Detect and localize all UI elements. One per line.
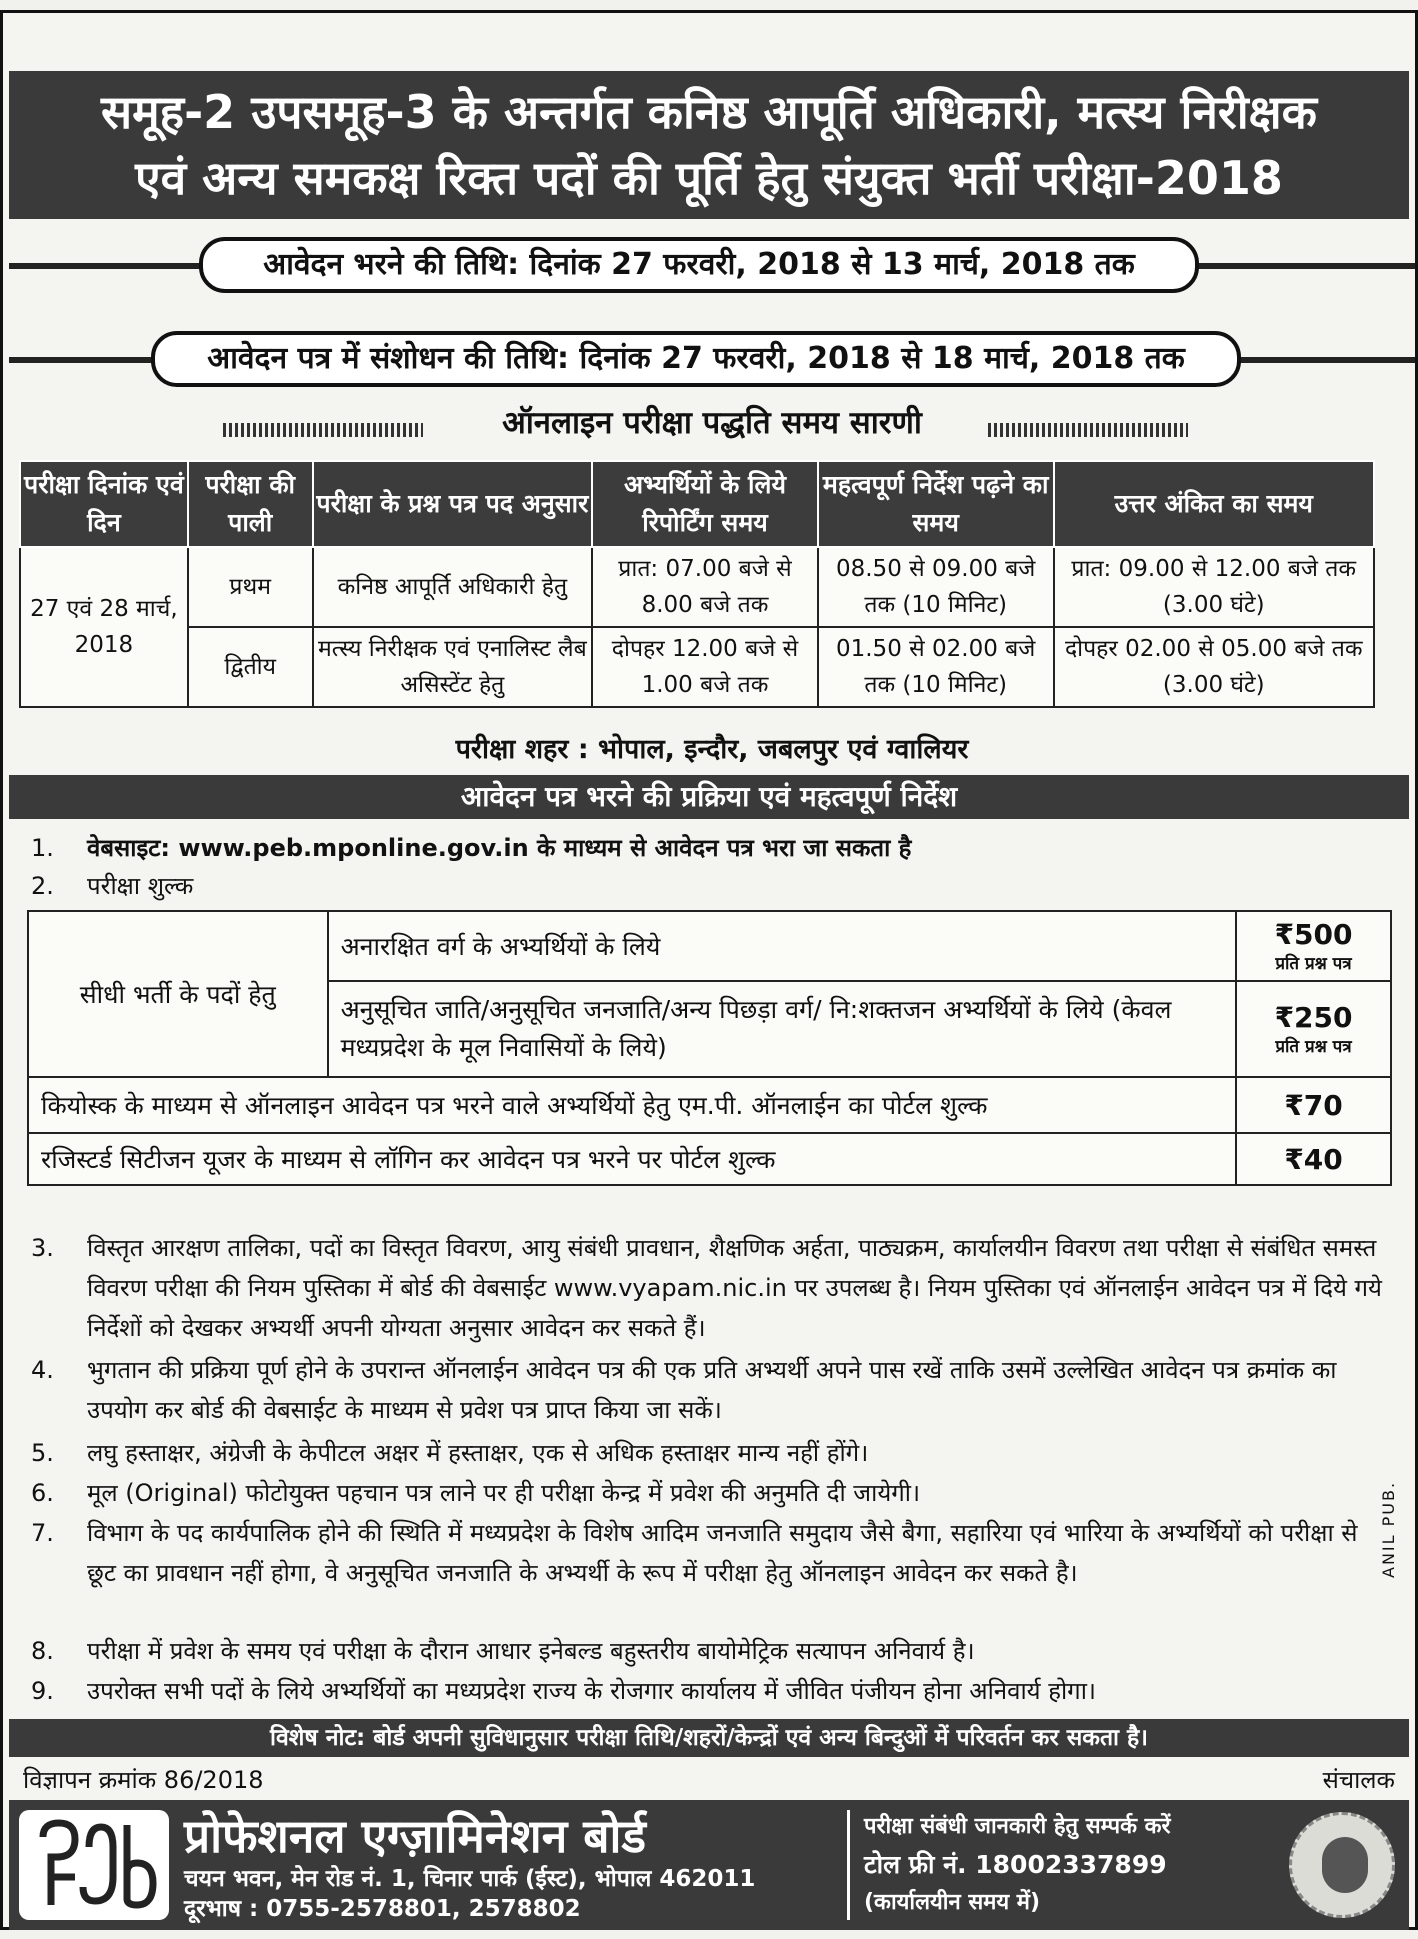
answer-time: प्रात: 09.00 से 12.00 बजे तक (3.00 घंटे) [1054, 547, 1375, 627]
table-row [28, 1133, 1391, 1185]
table-row [20, 627, 1374, 707]
table-row [20, 547, 1374, 627]
item-number: 6. [31, 1479, 54, 1507]
header-post: परीक्षा के प्रश्न पत्र पद अनुसार [313, 461, 593, 547]
logo-mark-icon [29, 1817, 159, 1913]
unreserved-label: अनारक्षित वर्ग के अभ्यर्थियों के लिये [328, 911, 1237, 981]
list-item [31, 1513, 1396, 1593]
exam-date: 27 एवं 28 मार्च, 2018 [20, 547, 188, 707]
table-row [28, 1077, 1391, 1133]
organization-name: प्रोफेशनल एग्ज़ामिनेशन बोर्ड [184, 1809, 647, 1863]
correction-date: आवेदन पत्र में संशोधन की तिथि: दिनांक 27 फरवरी, 2018 से 18 मार्च, 2018 तक [151, 331, 1241, 387]
ad-number: विज्ञापन क्रमांक 86/2018 [23, 1766, 264, 1794]
shift: द्वितीय [188, 627, 313, 707]
item-number: 8. [31, 1637, 54, 1665]
reporting-time: दोपहर 12.00 बजे से 1.00 बजे तक [592, 627, 818, 707]
item-number: 3. [31, 1234, 54, 1262]
reporting-time: प्रात: 07.00 बजे से 8.00 बजे तक [592, 547, 818, 627]
citizen-fee: ₹40 [1236, 1133, 1391, 1185]
item-text: उपरोक्त सभी पदों के लिये अभ्यर्थियों का मध्यप्रदेश राज्य के रोजगार कार्यालय में जीवित पंजीयन होना अनिवार्य होगा। [87, 1677, 1097, 1705]
contact-info [864, 1808, 1171, 1922]
reserved-label: अनुसूचित जाति/अनुसूचित जनजाति/अन्य पिछड़ा वर्ग/ नि:शक्तजन अभ्यर्थियों के लिये (केवल मध्यप्रदेश के मूल निवासियों के लिये) [328, 981, 1237, 1077]
list-item [31, 1631, 1396, 1671]
toll-free-number: टोल फ्री नं. 18002337899 [864, 1850, 1167, 1879]
list-item [31, 1433, 1396, 1473]
instruction-time: 01.50 से 02.00 बजे तक (10 मिनिट) [818, 627, 1054, 707]
list-item [31, 866, 1396, 906]
kiosk-fee: ₹70 [1236, 1077, 1391, 1133]
item-number: 9. [31, 1677, 54, 1705]
fee-amount: ₹500 [1274, 918, 1353, 951]
item-text: परीक्षा में प्रवेश के समय एवं परीक्षा के दौरान आधार इनेबल्ड बहुस्तरीय बायोमेट्रिक सत्यापन अनिवार्य है। [87, 1637, 975, 1665]
divider [847, 1810, 850, 1920]
title-banner [9, 71, 1409, 219]
header-instructions: महत्वपूर्ण निर्देश पढ़ने का समय [818, 461, 1054, 547]
footer-row [23, 1763, 1395, 1796]
item-text: विभाग के पद कार्यपालिक होने की स्थिति में मध्यप्रदेश के विशेष आदिम जनजाति समुदाय जैसे बैगा, सहारिया एवं भारिया के अभ्यर्थियों को परीक्षा से छूट का प्रावधान नहीं होगा, वे अनुसूचित जनजाति के अभ्यर्थी के रूप में परीक्षा हेतु ऑनलाइन आवेदन कर सकते है। [87, 1519, 1358, 1587]
answer-time: दोपहर 02.00 से 05.00 बजे तक (3.00 घंटे) [1054, 627, 1375, 707]
item-text: विस्तृत आरक्षण तालिका, पदों का विस्तृत विवरण, आयु संबंधी प्रावधान, शैक्षणिक अर्हता, पाठ्यक्रम, कार्यालयीन विवरण तथा परीक्षा से संबंधित समस्त विवरण परीक्षा की नियम पुस्तिका में बोर्ड की वेबसाईट www.vyapam.nic.in पर उपलब्ध है। नियम पुस्तिका एवं ऑनलाईन आवेदन पत्र में दिये गये निर्देशों को देखकर अभ्यर्थी अपनी योग्यता अनुसार आवेदन कर सकते हैं। [87, 1234, 1382, 1342]
title-line-2: एवं अन्य समकक्ष रिक्त पदों की पूर्ति हेतु संयुक्त भर्ती परीक्षा-2018 [135, 151, 1283, 205]
divider [223, 423, 423, 437]
list-item [31, 828, 1396, 868]
advertisement [0, 10, 1418, 1930]
organization-address [184, 1864, 755, 1924]
fee-unit: प्रति प्रश्न पत्र [1275, 1037, 1352, 1057]
organization-footer [9, 1800, 1409, 1930]
shift: प्रथम [188, 547, 313, 627]
agency-credit: ANIL PUB. [1379, 1480, 1398, 1578]
address: चयन भवन, मेन रोड नं. 1, चिनार पार्क (ईस्ट), भोपाल 462011 [184, 1866, 756, 1892]
application-date-banner [3, 237, 1418, 293]
title-line-1: समूह-2 उपसमूह-3 के अन्तर्गत कनिष्ठ आपूर्ति अधिकारी, मत्स्य निरीक्षक [101, 85, 1317, 139]
application-date: आवेदन भरने की तिथि: दिनांक 27 फरवरी, 2018 से 13 मार्च, 2018 तक [199, 237, 1199, 293]
list-item [31, 1473, 1396, 1513]
instruction-time: 08.50 से 09.00 बजे तक (10 मिनिट) [818, 547, 1054, 627]
item-number: 4. [31, 1356, 54, 1384]
post: कनिष्ठ आपूर्ति अधिकारी हेतु [313, 547, 593, 627]
citizen-label: रजिस्टर्ड सिटीजन यूजर के माध्यम से लॉगिन कर आवेदन पत्र भरने पर पोर्टल शुल्क [28, 1133, 1236, 1185]
item-number: 1. [31, 834, 54, 862]
item-text: मूल (Original) फोटोयुक्त पहचान पत्र लाने पर ही परीक्षा केन्द्र में प्रवेश की अनुमति दी जायेगी। [87, 1479, 921, 1507]
portrait-icon [1322, 1837, 1368, 1893]
process-heading: आवेदन पत्र भरने की प्रक्रिया एवं महत्वपूर्ण निर्देश [9, 775, 1409, 819]
phone: दूरभाष : 0755-2578801, 2578802 [184, 1896, 581, 1922]
special-note: विशेष नोट: बोर्ड अपनी सुविधानुसार परीक्षा तिथि/शहरों/केन्द्रों एवं अन्य बिन्दुओं में परिवर्तन कर सकता है। [9, 1719, 1409, 1757]
item-text: भुगतान की प्रक्रिया पूर्ण होने के उपरान्त ऑनलाईन आवेदन पत्र की एक प्रति अभ्यर्थी अपने पास रखें ताकि उसमें उल्लेखित आवेदन पत्र क्रमांक का उपयोग कर बोर्ड की वेबसाईट के माध्यम से प्रवेश पत्र प्राप्त किया जा सकें। [87, 1356, 1337, 1424]
item-number: 5. [31, 1439, 54, 1467]
emblem-seal-icon [1289, 1812, 1395, 1918]
correction-date-banner [3, 331, 1418, 387]
list-item [31, 1228, 1396, 1348]
item-number: 7. [31, 1519, 54, 1547]
header-answer: उत्तर अंकित का समय [1054, 461, 1375, 547]
item-text: वेबसाइट: www.peb.mponline.gov.in के माध्यम से आवेदन पत्र भरा जा सकता है [87, 834, 912, 862]
contact-label: परीक्षा संबंधी जानकारी हेतु सम्पर्क करें [864, 1814, 1171, 1839]
direct-recruitment-label: सीधी भर्ती के पदों हेतु [28, 911, 328, 1077]
table-row [28, 911, 1391, 981]
header-reporting: अभ्यर्थियों के लिये रिपोर्टिंग समय [592, 461, 818, 547]
item-text: परीक्षा शुल्क [87, 872, 194, 900]
table-header-row [20, 461, 1374, 547]
fee-table [27, 910, 1392, 1186]
exam-cities: परीक्षा शहर : भोपाल, इन्दौर, जबलपुर एवं ग्वालियर [455, 734, 969, 765]
fee-amount: ₹250 [1274, 1001, 1353, 1034]
header-date: परीक्षा दिनांक एवं दिन [20, 461, 188, 547]
post: मत्स्य निरीक्षक एवं एनालिस्ट लैब असिस्टेंट हेतु [313, 627, 593, 707]
unreserved-fee [1236, 911, 1391, 981]
schedule-heading: ऑनलाइन परीक्षा पद्धति समय सारणी [502, 405, 922, 441]
list-item [31, 1671, 1396, 1711]
peb-logo [19, 1810, 169, 1920]
item-text: लघु हस्ताक्षर, अंग्रेजी के केपीटल अक्षर में हस्ताक्षर, एक से अधिक हस्ताक्षर मान्य नहीं होंगे। [87, 1439, 869, 1467]
list-item [31, 1350, 1396, 1430]
fee-unit: प्रति प्रश्न पत्र [1275, 954, 1352, 974]
reserved-fee [1236, 981, 1391, 1077]
signatory: संचालक [1322, 1766, 1395, 1794]
office-hours: (कार्यालयीन समय में) [864, 1890, 1041, 1915]
schedule-heading-row [3, 401, 1418, 453]
item-number: 2. [31, 872, 54, 900]
divider [988, 423, 1188, 437]
exam-schedule-table [19, 460, 1375, 708]
kiosk-label: कियोस्क के माध्यम से ऑनलाइन आवेदन पत्र भरने वाले अभ्यर्थियों हेतु एम.पी. ऑनलाईन का पोर्टल शुल्क [28, 1077, 1236, 1133]
header-shift: परीक्षा की पाली [188, 461, 313, 547]
